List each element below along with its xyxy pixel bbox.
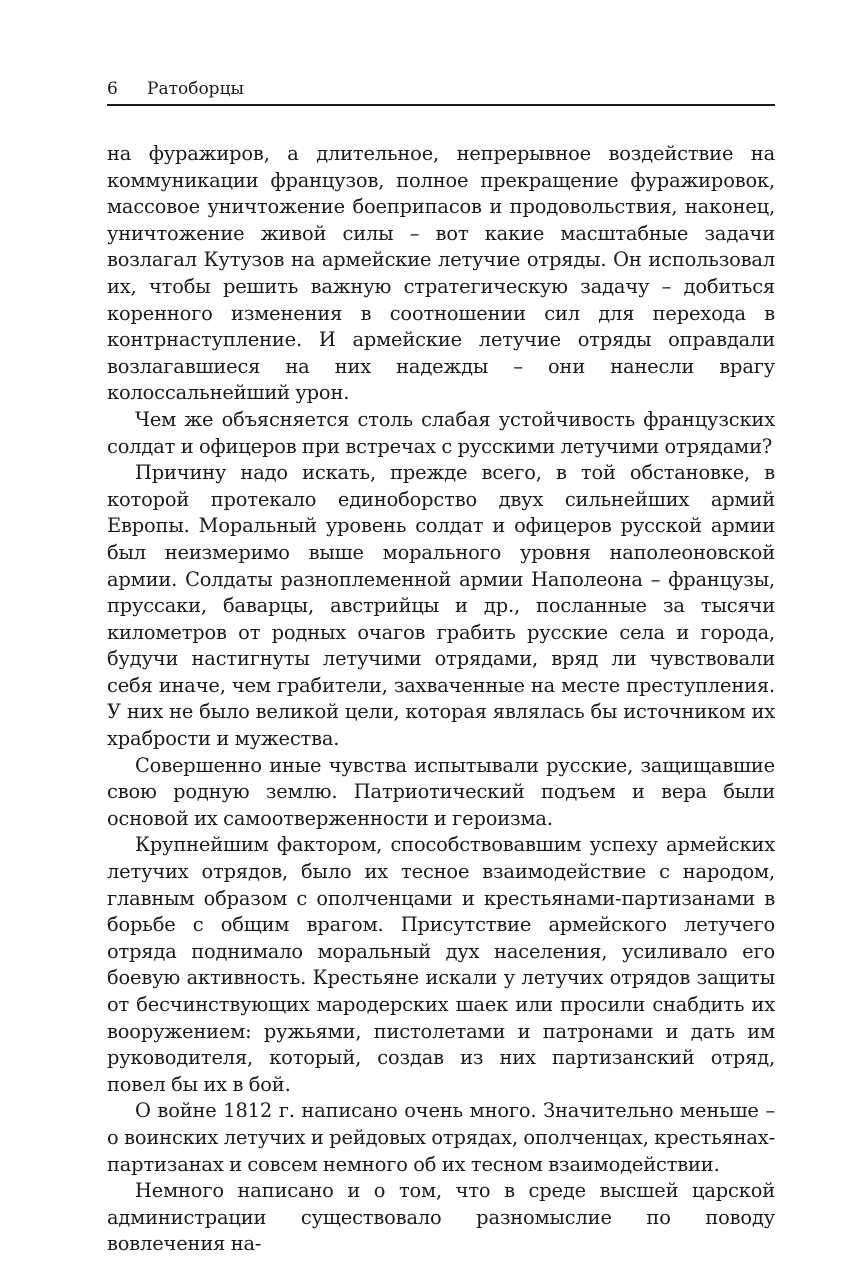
paragraph: Чем же объясняется столь слабая устойчивость французских солдат и офицеров при встречах с русскими летучими отрядами? [107, 407, 775, 458]
page-number: 6 [107, 79, 118, 99]
book-page [107, 78, 775, 1258]
paragraph: Совершенно иные чувства испытывали русские, защищавшие свою родную землю. Патриотический подъем и вера были основой их самоотверженности и героизма. [107, 753, 775, 830]
paragraph: на фуражиров, а длительное, непрерывное воздействие на коммуникации французов, полное прекращение фуражировок, массовое уничтожение боеприпасов и продовольствия, наконец, уничтожение живой силы – вот какие масштабные задачи возлагал Кутузов на армейские летучие отряды. Он использовал их, чтобы решить важную стратегическую задачу – добиться коренного изменения в соотношении сил для перехода в контрнаступление. И армейские летучие отряды оправдали возлагавшиеся на них надежды – они нанесли врагу колоссальнейший урон. [107, 142, 775, 405]
running-head [107, 78, 775, 106]
paragraph: Причину надо искать, прежде всего, в той обстановке, в которой протекало единоборство двух сильнейших армий Европы. Моральный уровень солдат и офицеров русской армии был неизмеримо выше морального уровня наполеоновской армии. Солдаты разноплеменной армии Наполеона – французы, пруссаки, баварцы, австрийцы и др., посланные за тысячи километров от родных очагов грабить русские села и города, будучи настигнуты летучими отрядами, вряд ли чувствовали себя иначе, чем грабители, захваченные на месте преступления. У них не было великой цели, которая являлась бы источником их храбрости и мужества. [107, 461, 775, 751]
running-title: Ратоборцы [147, 79, 245, 99]
body-text [107, 141, 775, 1258]
paragraph: Немного написано и о том, что в среде высшей царской администрации существовало разномыслие по поводу вовлечения на- [107, 1179, 775, 1256]
paragraph: Крупнейшим фактором, способствовавшим успеху армейских летучих отрядов, было их тесное взаимодействие с народом, главным образом с ополченцами и крестьянами-партизанами в борьбе с общим врагом. Присутствие армейского летучего отряда поднимало моральный дух населения, усиливало его боевую активность. Крестьяне искали у летучих отрядов защиты от бесчинствующих мародерских шаек или просили снабдить их вооружением: ружьями, пистолетами и патронами и дать им руководителя, который, создав из них партизанский отряд, повел бы их в бой. [107, 833, 775, 1096]
paragraph: О войне 1812 г. написано очень много. Значительно меньше – о воинских летучих и рейдовых отрядах, ополченцах, крестьянах-партизанах и совсем немного об их тесном взаимодействии. [107, 1099, 775, 1176]
